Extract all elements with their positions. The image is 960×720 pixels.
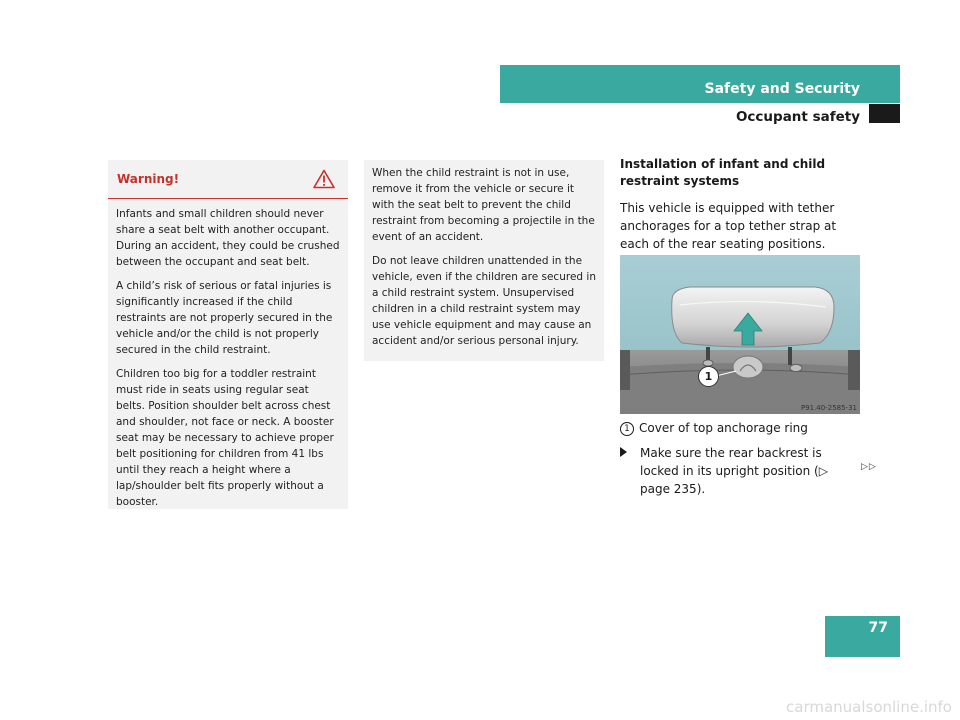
warning-label: Warning! (117, 172, 180, 186)
section-title: Safety and Security (704, 81, 860, 97)
caption-number: 1 (620, 422, 634, 436)
headrest-figure (620, 255, 860, 414)
subsection-title: Occupant safety (735, 109, 860, 125)
figure-label: P91.40-2585-31 (800, 404, 857, 412)
installation-section (620, 156, 865, 253)
warning-paragraph: Children too big for a toddler restraint must ride in seats using regular seat belts. Position shoulder belt across chest and shoulder, not face or neck. A booster seat may be necessary to achieve proper belt positioning for children from 41 lbs until they reach a height where a lap/shoulder belt fits properly without a booster. (116, 368, 334, 508)
page-number-box (825, 616, 900, 657)
caption-text: Cover of top anchorage ring (639, 421, 808, 435)
continue-marker: ▷▷ (861, 462, 877, 472)
installation-heading: Installation of infant and child restraint systems (620, 157, 826, 188)
figure-caption (620, 420, 808, 437)
continuation-paragraph: When the child restraint is not in use, remove it from the vehicle or secure it with the seat belt to prevent the child restraint from becoming a projectile in the event of an accident. (372, 167, 595, 243)
warning-box (108, 160, 348, 509)
instruction-step (620, 444, 852, 498)
warning-triangle-icon (313, 169, 335, 193)
figure-callout-1: 1 (698, 366, 719, 387)
warning-paragraph: A child’s risk of serious or fatal injuries is significantly increased if the child restraints are not properly secured in the vehicle and/or the child is not properly secured in the child restraint. (116, 280, 333, 356)
warning-continuation-box (364, 160, 604, 361)
headrest-illustration (620, 255, 860, 414)
section-tab (869, 104, 900, 123)
installation-intro: This vehicle is equipped with tether anchorages for a top tether strap at each of the rear seating positions. (620, 201, 837, 251)
bullet-arrow-icon (620, 447, 627, 457)
watermark: carmanualsonline.info (786, 698, 952, 716)
warning-header (108, 160, 348, 199)
warning-paragraph: Infants and small children should never share a seat belt with another occupant. During an accident, they could be crushed between the occupant and seat belt. (116, 208, 340, 268)
instruction-text: Make sure the rear backrest is locked in its upright position (▷ page 235). (640, 446, 828, 496)
page-number: 77 (868, 620, 888, 636)
continuation-paragraph: Do not leave children unattended in the vehicle, even if the children are secured in a child restraint system. Unsupervised children in a child restraint system may use vehicle equipment and may cause an accident and/or serious personal injury. (372, 255, 596, 347)
